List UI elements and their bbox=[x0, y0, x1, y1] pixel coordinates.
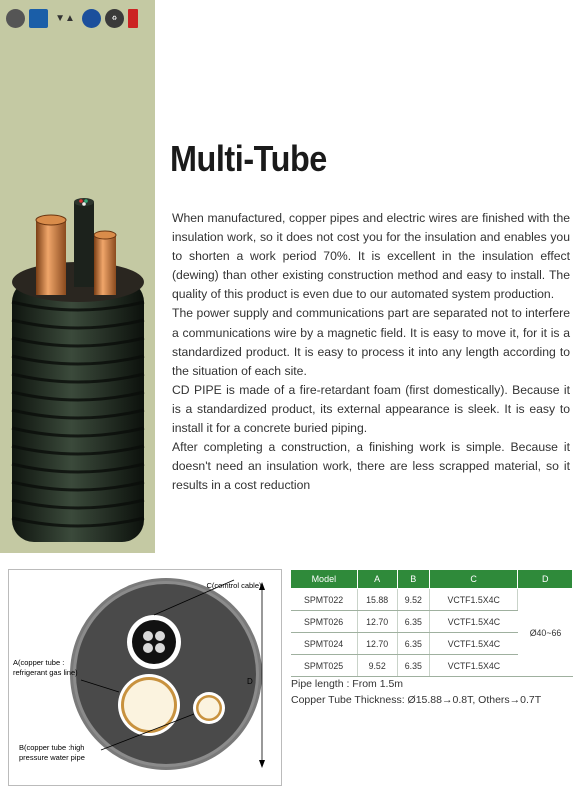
ks-mark-icon bbox=[6, 9, 25, 28]
red-mark-icon bbox=[128, 9, 138, 28]
paragraph: When manufactured, copper pipes and electric wires are finished with the insulation work, so it does not cost you for the insulation and enables you to shorten a work period 70%. It is excellent in the insulation effect (dewing) than other existing construction method and easy to install. The quality of this product is even due to our automated system production. bbox=[172, 211, 570, 302]
table-cell: 12.70 bbox=[357, 633, 397, 655]
table-cell: SPMT022 bbox=[291, 589, 358, 611]
pipe-length-note: Pipe length : From 1.5m bbox=[291, 678, 404, 690]
label-d: D bbox=[247, 677, 253, 686]
table-cell: VCTF1.5X4C bbox=[429, 655, 518, 677]
table-cell: VCTF1.5X4C bbox=[429, 633, 518, 655]
column-header: B bbox=[397, 570, 429, 589]
table-cell: 6.35 bbox=[397, 611, 429, 633]
table-cell: SPMT024 bbox=[291, 633, 358, 655]
nsf-mark-icon bbox=[82, 9, 101, 28]
cross-section-diagram bbox=[8, 569, 282, 786]
foam-insulation bbox=[76, 584, 256, 764]
label-b-line1: B(copper tube :high bbox=[19, 743, 85, 752]
multi-tube-product-image bbox=[6, 190, 151, 550]
table-cell: 15.88 bbox=[357, 589, 397, 611]
table-cell: 6.35 bbox=[397, 655, 429, 677]
column-header: A bbox=[357, 570, 397, 589]
table-cell: SPMT026 bbox=[291, 611, 358, 633]
table-row bbox=[291, 589, 573, 611]
label-b-line2: pressure water pipe bbox=[19, 753, 85, 762]
column-header: C bbox=[429, 570, 518, 589]
description-text bbox=[172, 209, 570, 495]
table-header-row bbox=[291, 570, 573, 589]
label-a-line2: refrigerant gas line) bbox=[13, 668, 78, 677]
spec-table bbox=[290, 569, 573, 677]
paragraph: The power supply and communications part are separated not to interfere a communications wire by a magnetic field. It is easy to move it, for it is a standardized product. It is easy to process it into any length according to the situation of each site. bbox=[172, 306, 570, 378]
table-cell: VCTF1.5X4C bbox=[429, 611, 518, 633]
thickness-note: Copper Tube Thickness: Ø15.88→0.8T, Others→0.7T bbox=[291, 694, 542, 706]
spec-notes bbox=[291, 676, 541, 708]
page-title: Multi-Tube bbox=[170, 138, 327, 179]
table-cell: 12.70 bbox=[357, 611, 397, 633]
table-cell: 9.52 bbox=[357, 655, 397, 677]
side-panel bbox=[0, 0, 155, 553]
column-header: D bbox=[518, 570, 573, 589]
certification-logos bbox=[6, 9, 138, 28]
label-c: C(comtrol cable) bbox=[206, 581, 262, 590]
label-a-line1: A(copper tube : bbox=[13, 658, 65, 667]
table-cell: 9.52 bbox=[397, 589, 429, 611]
d-value-cell: Ø40~66 bbox=[518, 589, 573, 677]
table-cell: 6.35 bbox=[397, 633, 429, 655]
table-cell: SPMT025 bbox=[291, 655, 358, 677]
recycle-mark-icon: ♻ bbox=[105, 9, 124, 28]
kw-mark-icon: ▼▲ bbox=[55, 13, 75, 24]
cross-section-drawing bbox=[9, 570, 281, 785]
table-cell: VCTF1.5X4C bbox=[429, 589, 518, 611]
iso-mark-icon bbox=[29, 9, 48, 28]
paragraph: After completing a construction, a finishing work is simple. Because it doesn't need an insulation work, there are less scrapped material, so it results in a cost reduction bbox=[172, 440, 570, 493]
paragraph: CD PIPE is made of a fire-retardant foam (first domestically). Because it is a standardized product, its external appearance is sleek. It is easy to install it for a concrete buried piping. bbox=[172, 382, 570, 436]
column-header: Model bbox=[291, 570, 358, 589]
